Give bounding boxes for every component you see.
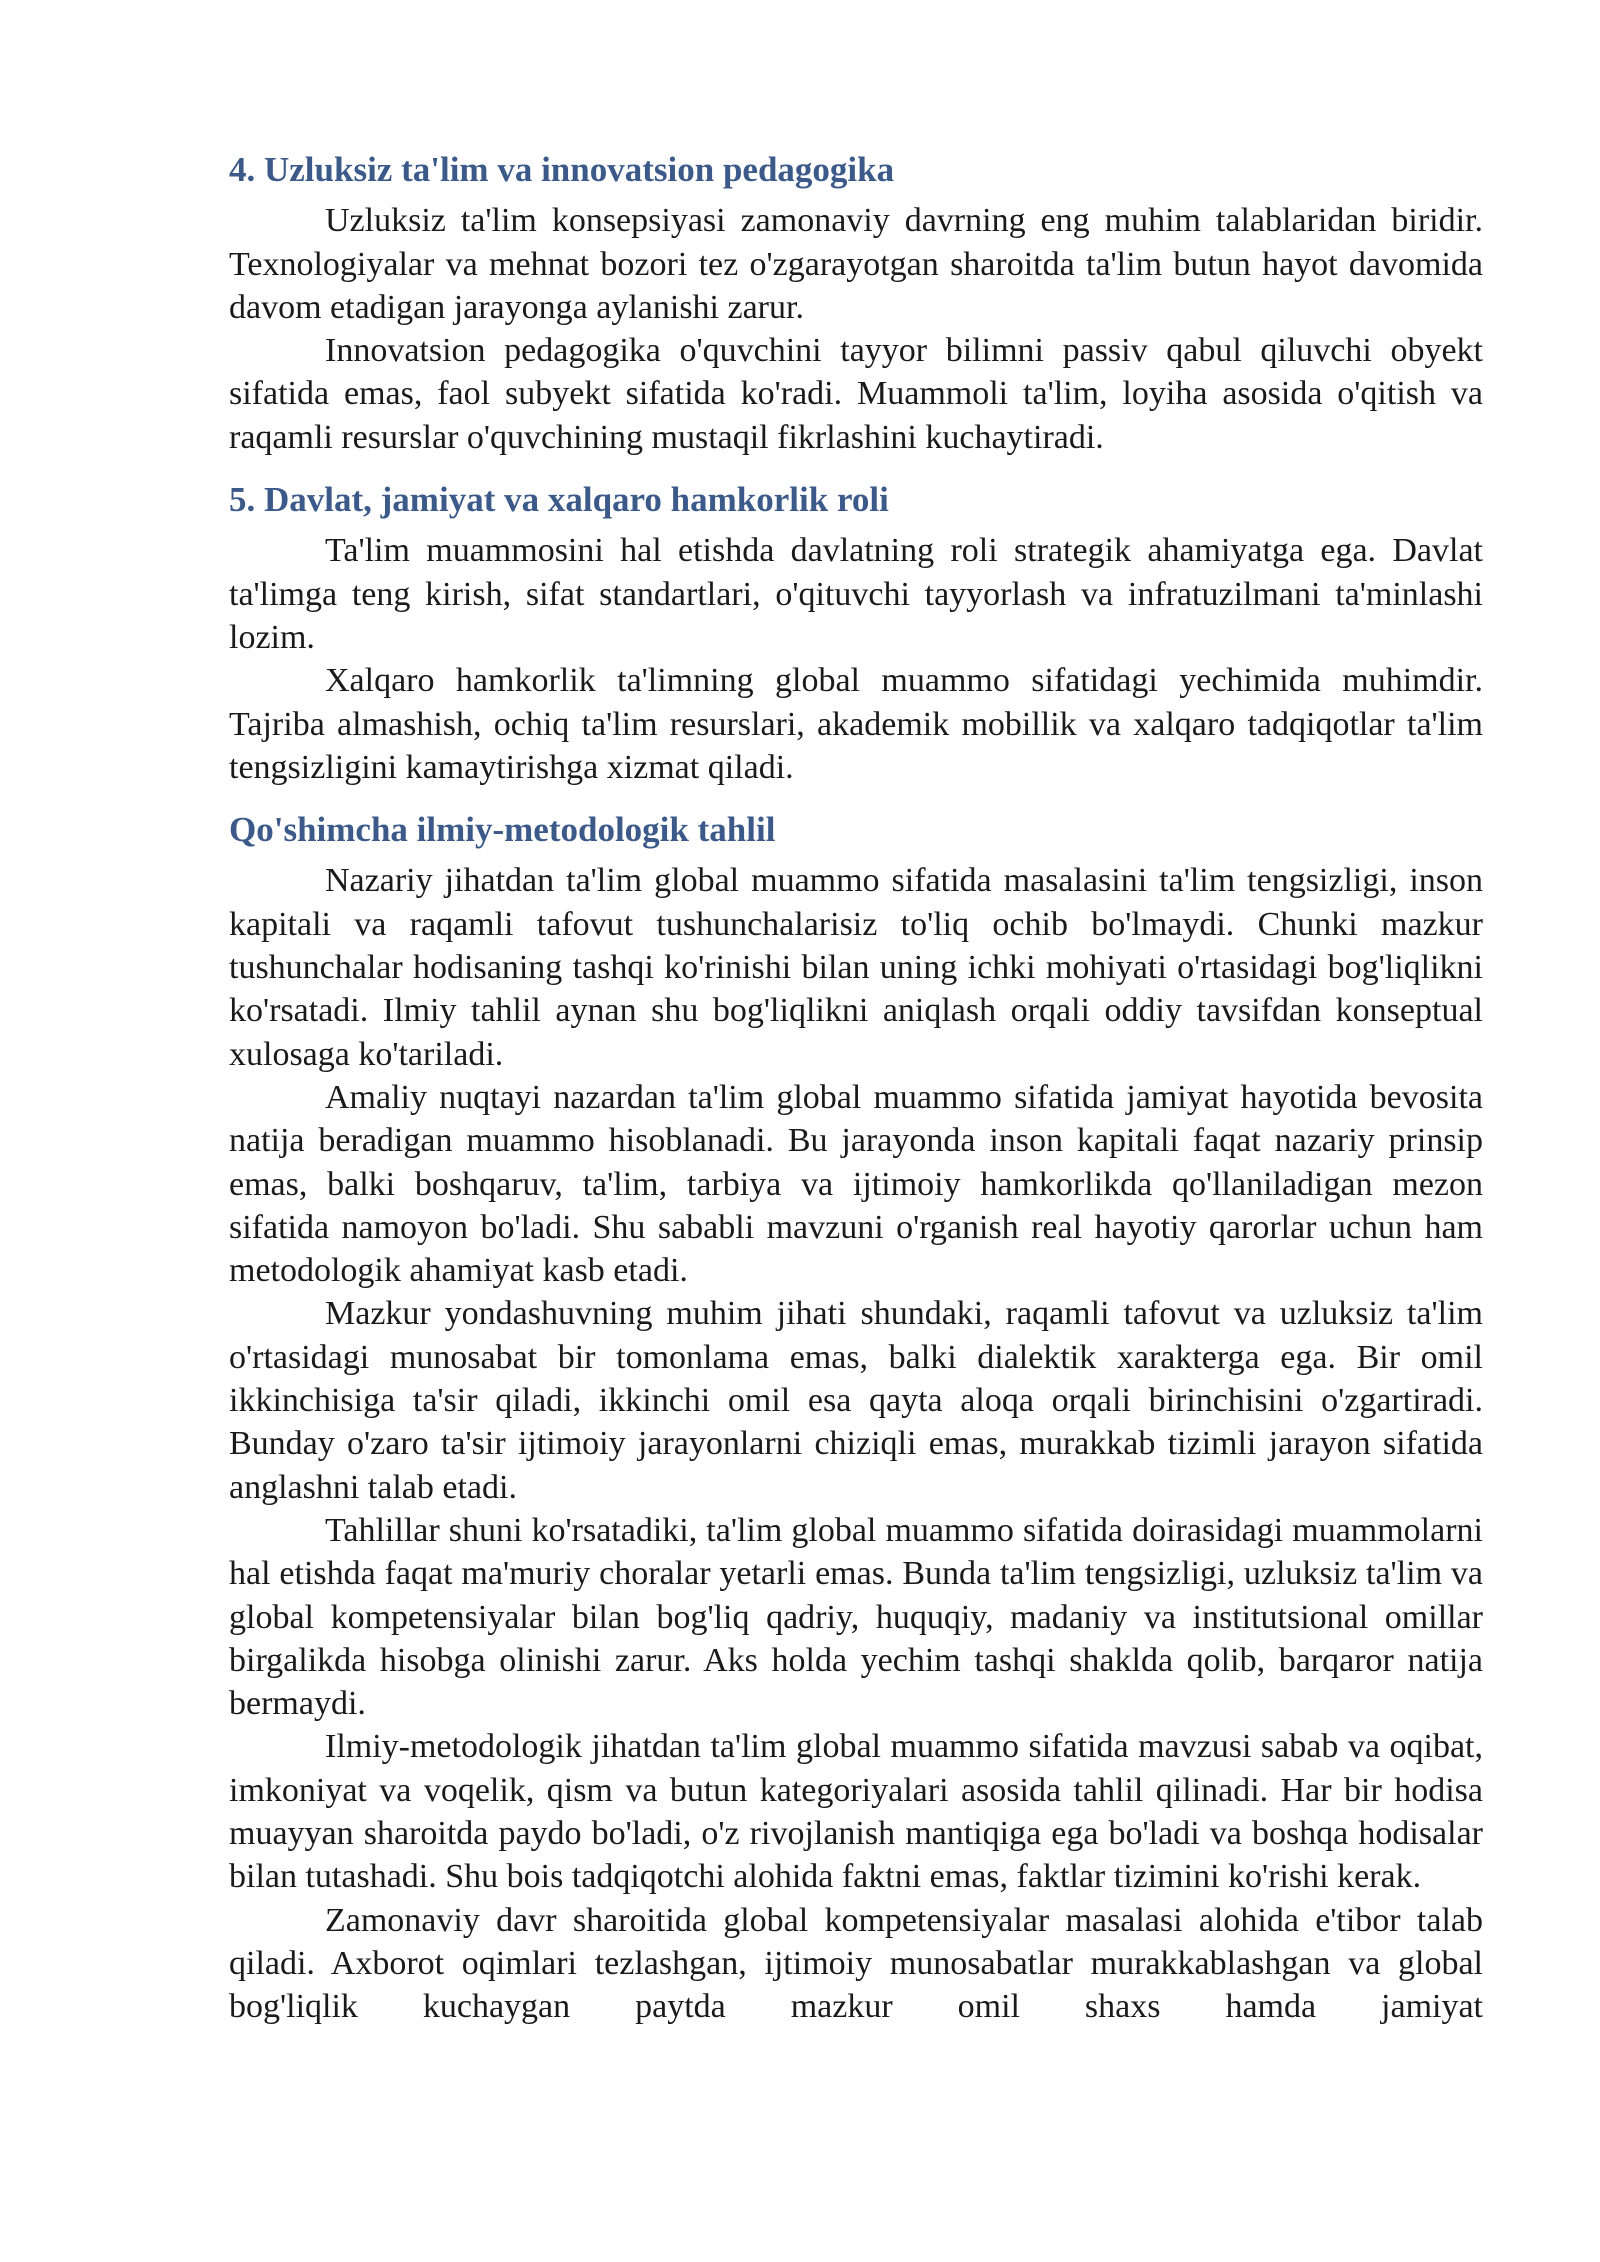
paragraph: Amaliy nuqtayi nazardan ta'lim global muammo sifatida jamiyat hayotida bevosita natija beradigan muammo hisoblanadi. Bu jarayonda inson kapitali faqat nazariy prinsip emas, balki boshqaruv, ta'lim, tarbiya va ijtimoiy hamkorlikda qo'llaniladigan mezon sifatida namoyon bo'ladi. Shu sababli mavzuni o'rganish real hayotiy qarorlar uchun ham metodologik ahamiyat kasb etadi. [229,1078,1483,1290]
paragraph: Ilmiy-metodologik jihatdan ta'lim global muammo sifatida mavzusi sabab va oqibat, imkoniyat va voqelik, qism va butun kategoriyalari asosida tahlil qilinadi. Har bir hodisa muayyan sharoitda paydo bo'ladi, o'z rivojlanish mantiqiga ega bo'ladi va boshqa hodisalar bilan tutashadi. Shu bois tadqiqotchi alohida faktni emas, faktlar tizimini ko'rishi kerak. [229,1728,1483,1896]
paragraph: Tahlillar shuni ko'rsatadiki, ta'lim global muammo sifatida doirasidagi muammolarni hal etishda faqat ma'muriy choralar yetarli emas. Bunda ta'lim tengsizligi, uzluksiz ta'lim va global kompetensiyalar bilan bog'liq qadriy, huquqiy, madaniy va institutsional omillar birgalikda hisobga olinishi zarur. Aks holda yechim tashqi shaklda qolib, barqaror natija bermaydi. [229,1511,1483,1723]
paragraph: Innovatsion pedagogika o'quvchini tayyor bilimni passiv qabul qiluvchi obyekt sifatida emas, faol subyekt sifatida ko'radi. Muammoli ta'lim, loyiha asosida o'qitish va raqamli resurslar o'quvchining mustaqil fikrlashini kuchaytiradi. [229,332,1483,456]
paragraph: Ta'lim muammosini hal etishda davlatning roli strategik ahamiyatga ega. Davlat ta'limga teng kirish, sifat standartlari, o'qituvchi tayyorlash va infratuzilmani ta'minlashi lozim. [229,532,1483,656]
paragraph: Uzluksiz ta'lim konsepsiyasi zamonaviy davrning eng muhim talablaridan biridir. Texnologiyalar va mehnat bozori tez o'zgarayotgan sharoitda ta'lim butun hayot davomida davom etadigan jarayonga aylanishi zarur. [229,202,1483,326]
paragraph: Nazariy jihatdan ta'lim global muammo sifatida masalasini ta'lim tengsizligi, inson kapitali va raqamli tafovut tushunchalarisiz to'liq ochib bo'lmaydi. Chunki mazkur tushunchalar hodisaning tashqi ko'rinishi bilan uning ichki mohiyati o'rtasidagi bog'liqlikni ko'rsatadi. Ilmiy tahlil aynan shu bog'liqlikni aniqlash orqali oddiy tavsifdan konseptual xulosaga ko'tariladi. [229,862,1483,1073]
paragraph: Mazkur yondashuvning muhim jihati shundaki, raqamli tafovut va uzluksiz ta'lim o'rtasidagi munosabat bir tomonlama emas, balki dialektik xarakterga ega. Bir omil ikkinchisiga ta'sir qiladi, ikkinchi omil esa qayta aloqa orqali birinchisini o'zgartiradi. Bunday o'zaro ta'sir ijtimoiy jarayonlarni chiziqli emas, murakkab tizimli jarayon sifatida anglashni talab etadi. [229,1295,1483,1506]
paragraph: Xalqaro hamkorlik ta'limning global muammo sifatidagi yechimida muhimdir. Tajriba almashish, ochiq ta'lim resurslari, akademik mobillik va xalqaro tadqiqotlar ta'lim tengsizligini kamaytirishga xizmat qiladi. [229,662,1483,786]
section-heading: Qo'shimcha ilmiy-metodologik tahlil [229,810,776,850]
section-heading: 5. Davlat, jamiyat va xalqaro hamkorlik roli [229,480,889,520]
document-page [229,148,1483,2028]
section-heading: 4. Uzluksiz ta'lim va innovatsion pedagogika [229,150,895,189]
paragraph: Zamonaviy davr sharoitida global kompetensiyalar masalasi alohida e'tibor talab qiladi. Axborot oqimlari tezlashgan, ijtimoiy munosabatlar murakkablashgan va global bog'liqlik kuchaygan paytda mazkur omil shaxs hamda jamiyat [229,1901,1483,2026]
